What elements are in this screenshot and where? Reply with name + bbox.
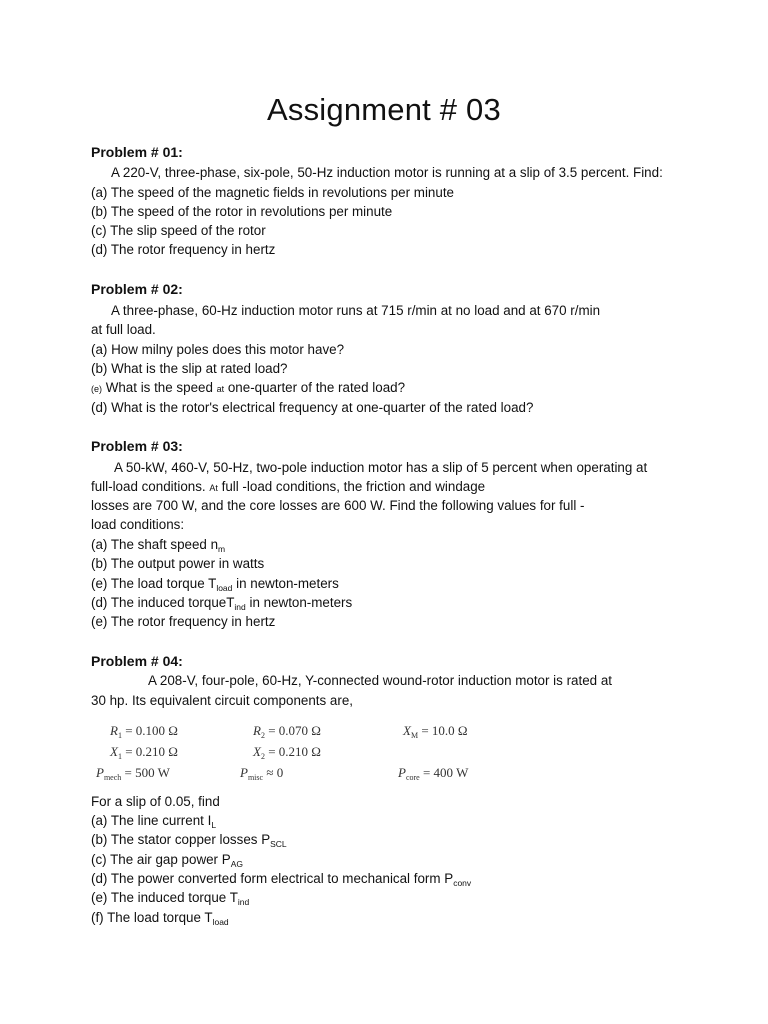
problem-4-part-f: (f) The load torque $T_{load}$ — [91, 910, 229, 927]
problem-2-intro-line1: A three-phase, 60-Hz induction motor runs at 715 r/min at no load and at 670 r/min — [111, 303, 601, 318]
part-c-text-end: one-quarter of the rated load? — [224, 380, 406, 395]
part-c-text: What is the speed — [102, 380, 217, 395]
problem-4-slip: For a slip of 0.05, find — [91, 794, 220, 809]
part-a-text: (a) The shaft speed n — [91, 537, 219, 552]
problem-4-part-b: (b) The stator copper losses $P_{SCL}$ — [91, 832, 287, 849]
problem-1-part-a: (a) The speed of the magnetic fields in revolutions per minute — [91, 185, 454, 200]
problem-1-intro: A 220-V, three-phase, six-pole, 50-Hz induction motor is running at a slip of 3.5 percent. Find: — [111, 165, 663, 180]
page-title: Assignment # 03 — [267, 92, 501, 127]
problem-2-part-b: (b) What is the slip at rated load? — [91, 361, 288, 376]
problem-3-intro-line4: load conditions: — [91, 517, 185, 532]
part-d-subscript: ind — [234, 602, 246, 612]
problem-4-part-c: (c) The air gap power $P_{AG}$ — [91, 852, 243, 869]
part-a-subscript: m — [218, 544, 226, 554]
problem-4-heading: Problem # 04: — [91, 653, 183, 669]
problem-1-heading: Problem # 01: — [91, 144, 183, 160]
part-c-text: (e) The load torque T — [91, 576, 217, 591]
part-d-post: in newton-meters — [245, 595, 353, 610]
problem-2-heading: Problem # 02: — [91, 281, 183, 297]
problem-3-heading: Problem # 03: — [91, 438, 183, 454]
problem-2-part-c — [91, 378, 405, 399]
problem-3-part-a — [91, 535, 225, 554]
problem-3-part-b: (b) The output power in watts — [91, 556, 265, 571]
param-pmech: $P_{mech} = 500$ W — [96, 765, 170, 782]
problem-4-intro-line1: A 208-V, four-pole, 60-Hz, Y-connected wound-rotor induction motor is rated at — [148, 673, 612, 688]
param-x2: $X_2 = 0.210$ Ω — [253, 744, 321, 761]
param-r1: $R_1 = 0.100$ Ω — [110, 723, 178, 740]
param-pmisc: $P_{misc} \approx 0$ — [240, 765, 284, 782]
problem-4-part-e: (e) The induced torque $T_{ind}$ — [91, 890, 250, 907]
part-c-post: in newton-meters — [232, 576, 339, 591]
part-c-prefix: (e) — [91, 384, 102, 394]
problem-3-part-c — [91, 574, 339, 593]
problem-3-intro-line3: losses are 700 W, and the core losses are 600 W. Find the following values for full - — [91, 498, 585, 513]
problem-1-part-c: (c) The slip speed of the rotor — [91, 223, 266, 238]
problem-4-part-a: (a) The line current $I_L$ — [91, 813, 217, 830]
problem-1-part-b: (b) The speed of the rotor in revolutions per minute — [91, 204, 393, 219]
part-c-subscript: load — [216, 583, 233, 593]
problem-2-part-d: (d) What is the rotor's electrical frequency at one-quarter of the rated load? — [91, 400, 534, 415]
param-x1: $X_1 = 0.210$ Ω — [110, 744, 178, 761]
problem-2-intro-line2: at full load. — [91, 322, 156, 337]
problem-3-part-e: (e) The rotor frequency in hertz — [91, 614, 276, 629]
param-pcore: $P_{core} = 400$ W — [398, 765, 469, 782]
part-c-at: at — [216, 384, 225, 394]
problem-2-part-a: (a) How milny poles does this motor have? — [91, 342, 345, 357]
problem-1-part-d: (d) The rotor frequency in hertz — [91, 242, 276, 257]
intro2-pre: full-load conditions. — [91, 479, 210, 494]
problem-3-intro-line2 — [91, 477, 485, 498]
param-xm: $X_M = 10.0$ Ω — [403, 723, 468, 740]
intro2-post: full -load conditions, the friction and windage — [217, 479, 486, 494]
part-d-text: (d) The induced torqueT — [91, 595, 235, 610]
problem-3-intro-line1: A 50-kW, 460-V, 50-Hz, two-pole induction motor has a slip of 5 percent when operating at — [114, 460, 648, 475]
problem-4-intro-line2: 30 hp. Its equivalent circuit components are, — [91, 693, 354, 708]
problem-4-part-d: (d) The power converted form electrical to mechanical form $P_{conv}$ — [91, 871, 472, 888]
param-r2: $R_2 = 0.070$ Ω — [253, 723, 321, 740]
intro2-at: At — [209, 483, 218, 493]
problem-3-part-d — [91, 593, 352, 612]
